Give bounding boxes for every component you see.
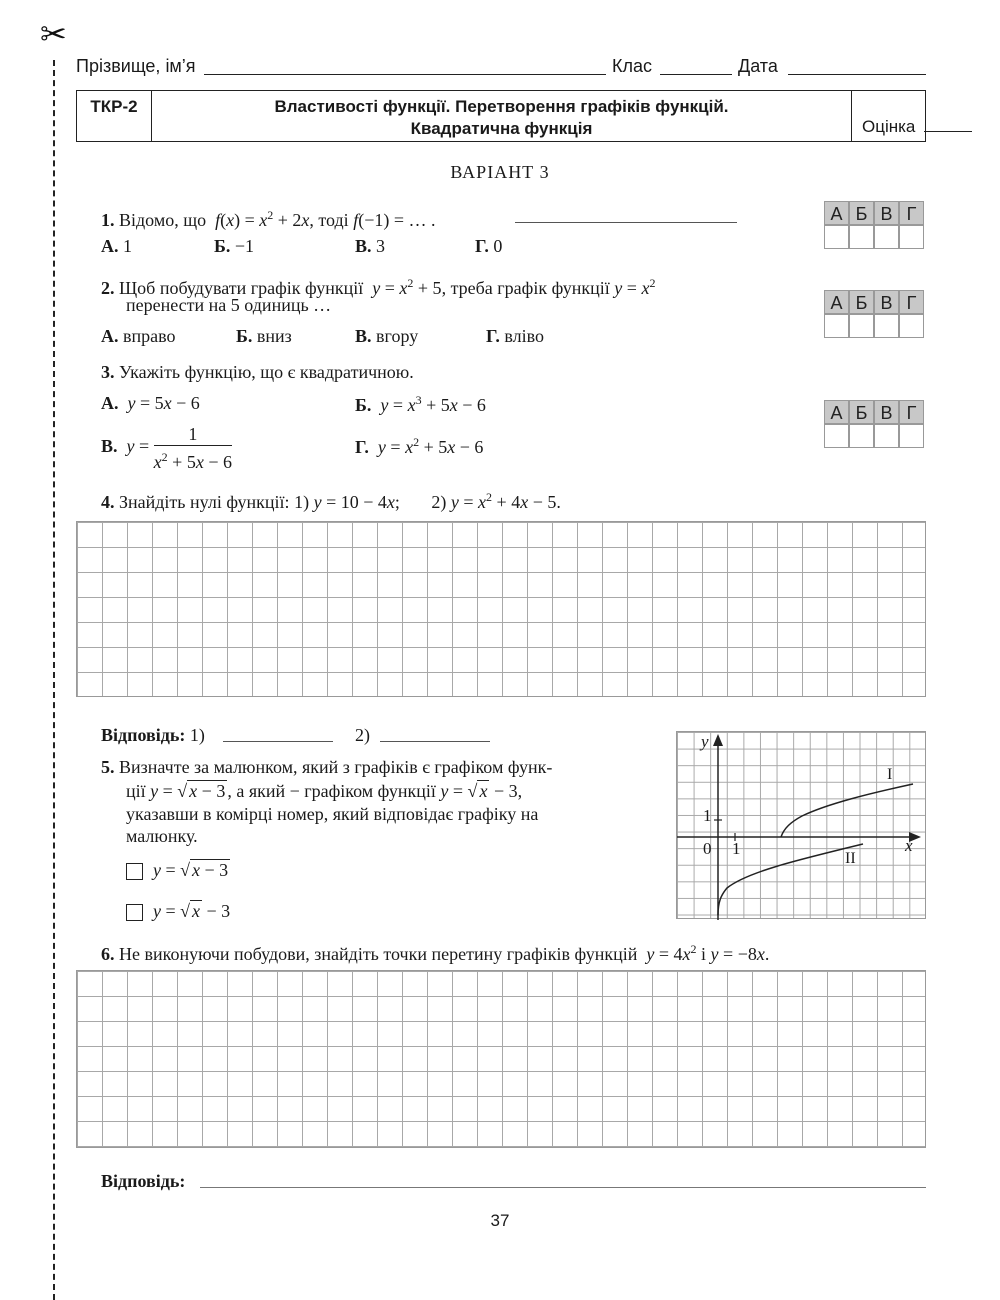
grade-field[interactable]: [924, 131, 972, 132]
graph-y-tick-label: 1: [703, 806, 712, 825]
test-title: [152, 91, 852, 141]
answer-letter-a: А: [824, 201, 849, 225]
answer-letter-v: В: [874, 290, 899, 314]
task-5-line-4: малюнку.: [126, 826, 198, 846]
answer-cell-g[interactable]: [899, 225, 924, 249]
answer-letter-g: Г: [899, 290, 924, 314]
task-4-part-2: 2): [431, 492, 447, 512]
task-5-line-2: ції y = √ x − 3 , а який − графіком функції y = √ x − 3,: [126, 781, 523, 801]
task-5-line-1: [101, 756, 552, 778]
task-5-checkbox-2[interactable]: [126, 904, 143, 921]
student-info-row: [76, 56, 926, 82]
answer-letter-g: Г: [899, 201, 924, 225]
task-1-number: 1.: [101, 210, 115, 230]
answer-cell-a[interactable]: [824, 424, 849, 448]
curve-ii-label: II: [845, 850, 856, 867]
task-2-option-c: В. вгору: [355, 326, 419, 346]
answer-letter-b: Б: [849, 400, 874, 424]
task-6-text-a: Не виконуючи побудови, знайдіть точки перетину графіків функцій: [119, 944, 638, 964]
answer-1-field[interactable]: [223, 741, 333, 742]
answer-cell-v[interactable]: [874, 424, 899, 448]
task-4-answer-row: [101, 724, 205, 746]
task-5-text-1: Визначте за малюнком, який з графіків є графіком функ-: [119, 757, 553, 777]
task-2-text-a: Щоб побудувати графік функції: [119, 278, 364, 298]
task-4-text: Знайдіть нулі функції:: [119, 492, 290, 512]
answer-cell-b[interactable]: [849, 424, 874, 448]
task-5-number: 5.: [101, 757, 115, 777]
task-3-text: Укажіть функцію, що є квадратичною.: [119, 362, 414, 382]
scissors-icon: ✂: [40, 16, 67, 52]
task-4-part-1: 1): [294, 492, 310, 512]
answer-cell-b[interactable]: [849, 314, 874, 338]
graph-y-label: y: [701, 732, 709, 751]
task-3-fraction: $\frac{1}{x^2 + 5x - 6}$: [153, 424, 232, 472]
variant-heading: ВАРІАНТ 3: [450, 162, 550, 182]
answer-letter-v: В: [874, 201, 899, 225]
test-title-line1: Властивості функції. Перетворення графіків функцій.: [274, 97, 729, 116]
answer-part-1: 1): [189, 725, 205, 745]
task-5-graph-svg: [677, 732, 927, 920]
task-2-number: 2.: [101, 278, 115, 298]
grade-label: Оцінка: [862, 117, 916, 136]
task-1-text-b: , тоді: [309, 210, 349, 230]
task-1-option-a: А. 1: [101, 236, 132, 256]
task-6-number: 6.: [101, 944, 115, 964]
task-2-answer-box: [824, 290, 924, 338]
task-3-answer-box: [824, 400, 924, 448]
task-3-option-b: Б. $y = x^3 + 5x - 6$: [355, 393, 486, 415]
task-5-line-3: указавши в комірці номер, який відповідає графіку на: [126, 804, 539, 824]
test-code: ТКР-2: [77, 91, 152, 141]
task-2-line-1: 2. Щоб побудувати графік функції $y = x^2 + 5$, треба графік функції $y = x^2$: [101, 276, 656, 298]
task-3: [101, 361, 414, 383]
task-5-text-2b: , а який − графіком функції: [227, 781, 436, 801]
name-label: Прізвище, ім’я: [76, 56, 196, 76]
grade-cell: [852, 91, 925, 141]
task-1-option-b: Б. −1: [214, 236, 255, 256]
task-3-option-d: Г. $y = x^2 + 5x - 6$: [355, 435, 484, 457]
task-1-answer-line[interactable]: [515, 222, 737, 223]
task-2-line-2: перенести на 5 одиниць …: [126, 295, 332, 315]
answer-cell-v[interactable]: [874, 225, 899, 249]
task-1: 1. Відомо, що $f(x) = x^2 + 2x$, тоді f(−1) = … .: [101, 208, 436, 230]
final-answer-field[interactable]: [200, 1187, 926, 1188]
task-6-text-b: і: [701, 944, 707, 964]
answer-cell-a[interactable]: [824, 225, 849, 249]
graph-x-tick-label: 1: [732, 839, 741, 858]
y-axis-arrow-icon: [713, 734, 723, 746]
task-4-work-grid[interactable]: [76, 521, 926, 697]
task-6-work-grid[interactable]: [76, 970, 926, 1148]
answer-cell-a[interactable]: [824, 314, 849, 338]
task-5-text-2a: ції: [126, 781, 146, 801]
task-1-option-c: В. 3: [355, 236, 386, 256]
curve-i-label: I: [887, 766, 893, 783]
cut-line: [53, 60, 55, 1300]
task-3-option-a: А. y = 5x − 6: [101, 393, 200, 413]
task-1-text-a: Відомо, що: [119, 210, 207, 230]
date-field[interactable]: [788, 74, 926, 75]
answer-cell-v[interactable]: [874, 314, 899, 338]
answer-letter-a: А: [824, 290, 849, 314]
answer-letter-g: Г: [899, 400, 924, 424]
name-field[interactable]: [204, 74, 606, 75]
task-1-text-c: = … .: [393, 210, 436, 230]
final-answer-label: Відповідь:: [101, 1171, 186, 1191]
task-1-option-d: Г. 0: [475, 236, 503, 256]
task-2-text-b: , треба графік функції: [441, 278, 610, 298]
task-5-choice-2: y = √ x − 3: [126, 901, 230, 922]
task-4-number: 4.: [101, 492, 115, 512]
curve-i: [781, 784, 913, 837]
task-6: 6. Не виконуючи побудови, знайдіть точки перетину графіків функцій $y = 4x^2$ і y = −8x.: [101, 942, 770, 964]
answer-letter-a: А: [824, 400, 849, 424]
answer-letter-v: В: [874, 400, 899, 424]
task-3-number: 3.: [101, 362, 115, 382]
class-label: Клас: [612, 56, 652, 76]
task-2-option-d: Г. вліво: [486, 326, 545, 346]
test-title-box: [76, 90, 926, 142]
graph-x-label: x: [905, 836, 913, 855]
test-title-line2: Квадратична функція: [410, 119, 593, 138]
answer-cell-g[interactable]: [899, 314, 924, 338]
answer-cell-g[interactable]: [899, 424, 924, 448]
graph-origin-label: 0: [703, 839, 712, 858]
page-number: 37: [490, 1211, 510, 1230]
task-4: 4. Знайдіть нулі функції: 1) y = 10 − 4x; 2) $y = x^2 + 4x - 5$.: [101, 490, 561, 512]
task-1-function: f: [210, 210, 221, 230]
answer-part-2: 2): [355, 725, 370, 745]
answer-letter-b: Б: [849, 201, 874, 225]
task-5-graph: [676, 731, 926, 919]
answer-cell-b[interactable]: [849, 225, 874, 249]
date-label: Дата: [738, 56, 778, 76]
task-5-choice-1: y = √ x − 3: [126, 860, 230, 881]
class-field[interactable]: [660, 74, 732, 75]
task-5-checkbox-1[interactable]: [126, 863, 143, 880]
task-3-option-c: В. y = $\frac{1}{x^2 + 5x - 6}$: [101, 424, 232, 472]
task-1-answer-box: [824, 201, 924, 249]
answer-letter-b: Б: [849, 290, 874, 314]
answer-label: Відповідь:: [101, 725, 186, 745]
task-2-option-b: Б. вниз: [236, 326, 292, 346]
answer-2-field[interactable]: [380, 741, 490, 742]
task-2-option-a: А. вправо: [101, 326, 176, 346]
